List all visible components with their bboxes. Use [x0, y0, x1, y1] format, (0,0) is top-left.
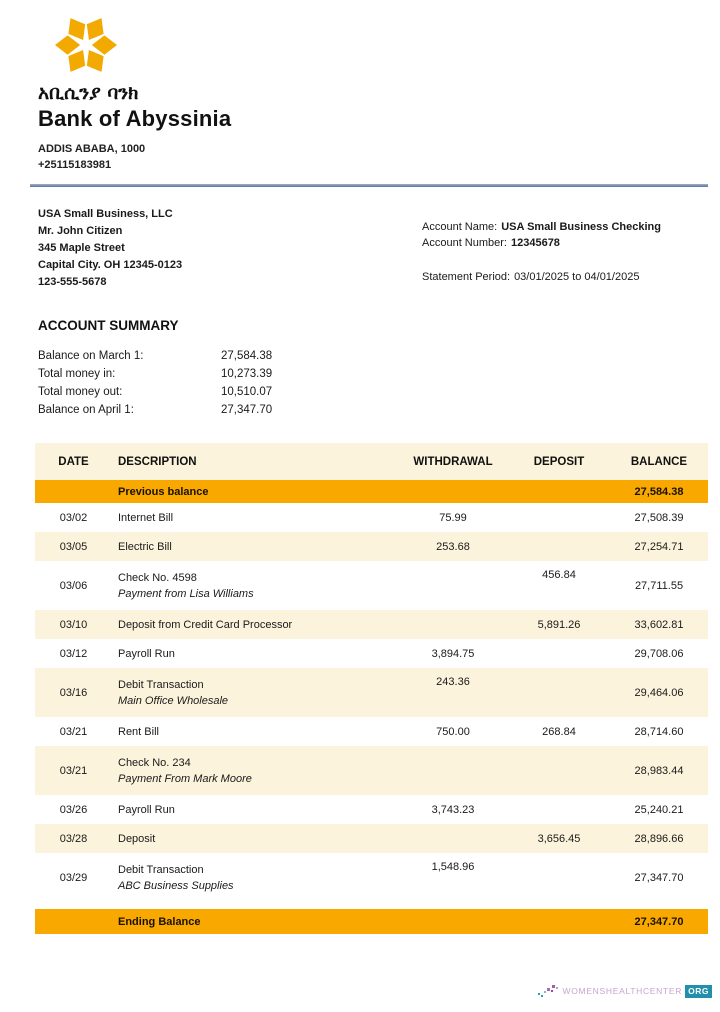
summary-row: [38, 365, 720, 383]
watermark-site-name: WOMENSHEALTHCENTER: [562, 986, 683, 996]
statement-period-label: Statement Period:: [422, 271, 511, 283]
bank-name-amharic: አቢሲንያ ባንክ: [38, 82, 139, 104]
header-deposit: DEPOSIT: [533, 455, 585, 468]
account-name-value: USA Small Business Checking: [501, 221, 661, 233]
summary-label: Total money in:: [38, 368, 116, 380]
bank-logo: [55, 12, 117, 78]
cell-description: Electric Bill: [118, 540, 172, 553]
account-number-label: Account Number:: [422, 237, 507, 249]
summary-value: 10,510.07: [221, 386, 273, 398]
bank-address-line: ADDIS ABABA, 1000: [38, 143, 146, 155]
cell-description: Internet Bill: [118, 511, 174, 524]
cell-deposit: 456.84: [542, 569, 576, 581]
description-main: Debit Transaction: [118, 863, 204, 876]
watermark-dots-icon: [538, 984, 559, 998]
cell-withdrawal: 3,894.75: [431, 647, 475, 660]
account-info-block: [422, 206, 661, 291]
description-note: Main Office Wholesale: [118, 694, 229, 707]
ending-balance-value: 27,347.70: [634, 915, 684, 928]
description-note: Payment from Lisa Williams: [118, 587, 254, 600]
cell-withdrawal: 243.36: [436, 676, 470, 688]
summary-value: 27,347.70: [221, 404, 273, 416]
summary-value: 27,584.38: [221, 350, 273, 362]
table-row: [35, 795, 708, 824]
cell-date: 03/28: [59, 832, 88, 845]
ending-balance-label: Ending Balance: [118, 915, 201, 928]
cell-withdrawal: 750.00: [436, 725, 470, 738]
cell-balance: 28,983.44: [634, 764, 684, 777]
cell-date: 03/02: [59, 511, 88, 524]
account-name-label: Account Name:: [422, 221, 498, 233]
account-summary-title: ACCOUNT SUMMARY: [38, 318, 179, 333]
bank-phone: +25115183981: [38, 159, 112, 171]
summary-label: Total money out:: [38, 386, 123, 398]
cell-description: Deposit: [118, 832, 156, 845]
cell-balance: 29,708.06: [634, 647, 684, 660]
cell-description: Payroll Run: [118, 647, 175, 660]
cell-withdrawal: [398, 746, 508, 754]
cell-balance: 27,508.39: [634, 511, 684, 524]
ending-balance-row: [35, 909, 708, 934]
description-main: Check No. 234: [118, 756, 191, 769]
cell-date: 03/12: [59, 647, 88, 660]
table-row: [35, 668, 708, 717]
header-date: DATE: [58, 455, 89, 468]
cell-deposit: [508, 853, 610, 861]
customer-city: Capital City. OH 12345-0123: [38, 259, 183, 271]
table-row: [35, 610, 708, 639]
cell-date: 03/05: [59, 540, 88, 553]
previous-balance-value: 27,584.38: [634, 485, 684, 498]
previous-balance-row: [35, 480, 708, 503]
cell-balance: 28,714.60: [634, 725, 684, 738]
header-balance: BALANCE: [630, 455, 688, 468]
cell-withdrawal: 253.68: [436, 540, 470, 553]
cell-balance: 29,464.06: [634, 686, 684, 699]
cell-balance: 27,711.55: [634, 579, 684, 592]
summary-label: Balance on March 1:: [38, 350, 144, 362]
bank-name: Bank of Abyssinia: [38, 106, 232, 131]
summary-row: [38, 347, 720, 365]
table-row: [35, 717, 708, 746]
cell-withdrawal: 75.99: [439, 511, 467, 524]
table-row: [35, 824, 708, 853]
description-note: ABC Business Supplies: [118, 879, 234, 892]
cell-deposit: 3,656.45: [537, 832, 581, 845]
account-number-value: 12345678: [510, 237, 560, 249]
description-main: Check No. 4598: [118, 571, 197, 584]
cell-description: [112, 679, 398, 707]
header-description: DESCRIPTION: [118, 455, 197, 468]
header-withdrawal: WITHDRAWAL: [413, 455, 493, 468]
statement-info: [38, 206, 682, 291]
summary-label: Balance on April 1:: [38, 404, 134, 416]
cell-balance: 28,896.66: [634, 832, 684, 845]
customer-company: USA Small Business, LLC: [38, 208, 173, 220]
cell-description: [112, 864, 398, 892]
summary-row: [38, 401, 720, 419]
summary-value: 10,273.39: [221, 368, 273, 380]
cell-date: 03/29: [59, 871, 88, 884]
cell-balance: 27,254.71: [634, 540, 684, 553]
cell-balance: 27,347.70: [634, 871, 684, 884]
watermark: [538, 984, 712, 998]
cell-description: [112, 572, 398, 600]
cell-description: Deposit from Credit Card Processor: [118, 618, 293, 631]
cell-date: 03/10: [59, 618, 88, 631]
cell-withdrawal: 1,548.96: [431, 861, 475, 873]
cell-withdrawal: 3,743.23: [431, 803, 475, 816]
cell-deposit: [508, 668, 610, 676]
watermark-tld-badge: ORG: [685, 985, 712, 998]
account-number-line: [422, 235, 661, 251]
customer-address-block: [38, 206, 422, 291]
table-row: [35, 853, 708, 902]
table-row: [35, 532, 708, 561]
description-main: Debit Transaction: [118, 678, 204, 691]
cell-description: [112, 757, 398, 785]
cell-deposit: [508, 746, 610, 754]
description-note: Payment From Mark Moore: [118, 772, 252, 785]
customer-phone: 123-555-5678: [38, 276, 107, 288]
account-name-line: [422, 219, 661, 235]
account-summary: [38, 347, 720, 419]
previous-balance-label: Previous balance: [118, 485, 209, 498]
cell-date: 03/21: [59, 725, 88, 738]
header-divider: [30, 184, 708, 187]
customer-street: 345 Maple Street: [38, 242, 125, 254]
table-row: [35, 639, 708, 668]
cell-date: 03/16: [59, 686, 88, 699]
cell-date: 03/06: [59, 579, 88, 592]
cell-deposit: 268.84: [542, 725, 576, 738]
cell-balance: 33,602.81: [634, 618, 684, 631]
bank-address: [38, 141, 720, 173]
cell-date: 03/26: [59, 803, 88, 816]
table-row: [35, 561, 708, 610]
customer-contact: Mr. John Citizen: [38, 225, 123, 237]
cell-withdrawal: [398, 561, 508, 569]
cell-date: 03/21: [59, 764, 88, 777]
table-header-row: [35, 443, 708, 480]
transactions-table: [35, 443, 708, 934]
cell-deposit: 5,891.26: [537, 618, 581, 631]
cell-balance: 25,240.21: [634, 803, 684, 816]
cell-description: Payroll Run: [118, 803, 175, 816]
six-petal-star-icon: [55, 12, 117, 78]
summary-row: [38, 383, 720, 401]
statement-period-value: 03/01/2025 to 04/01/2025: [514, 271, 640, 283]
statement-period-line: [422, 269, 661, 285]
cell-description: Rent Bill: [118, 725, 159, 738]
table-row: [35, 746, 708, 795]
table-row: [35, 503, 708, 532]
